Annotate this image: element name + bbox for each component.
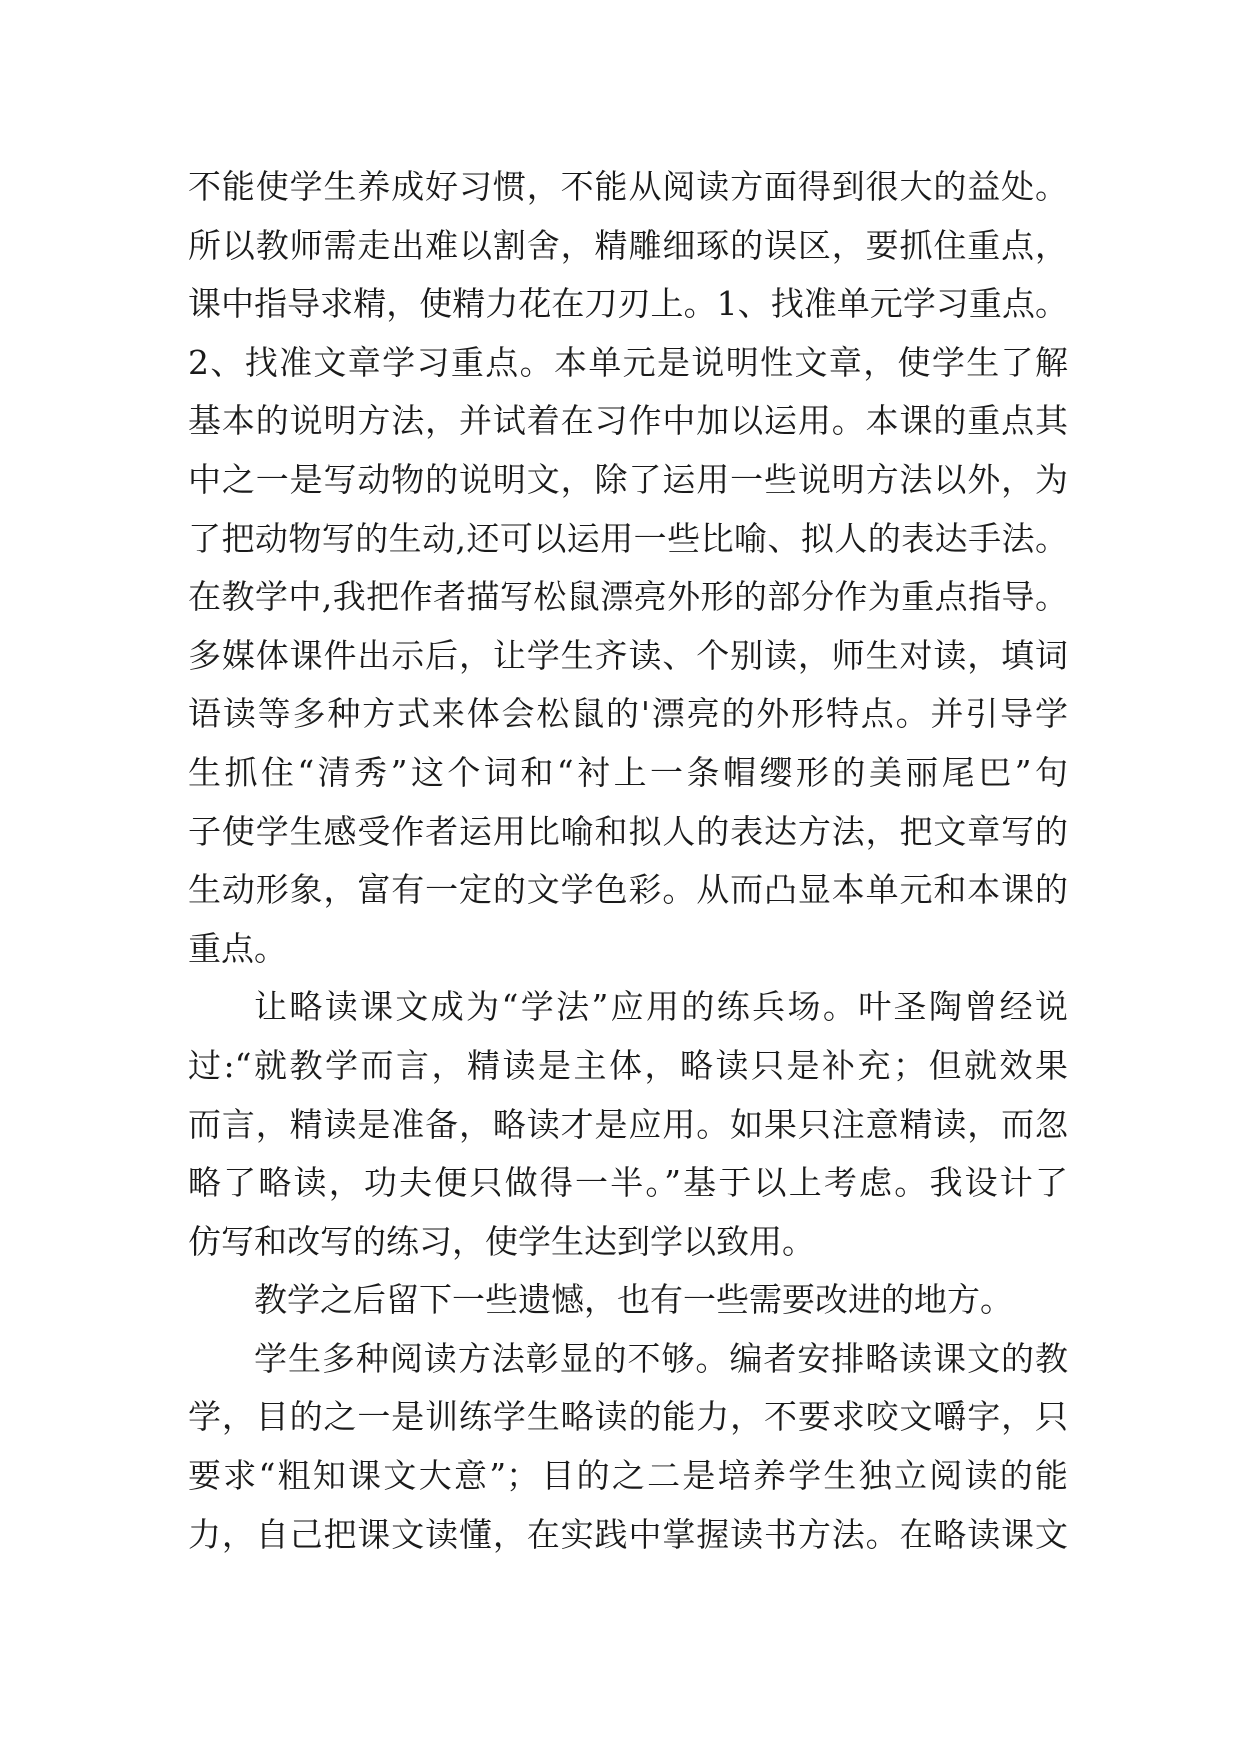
text-line: 生抓住“清秀”这个词和“衬上一条帽缨形的美丽尾巴”句 xyxy=(188,752,1068,792)
text-line: 基本的说明方法，并试着在习作中加以运用。本课的重点其 xyxy=(188,401,1068,441)
text-line: 中之一是写动物的说明文，除了运用一些说明方法以外，为 xyxy=(188,459,1068,499)
text-line: 2、找准文章学习重点。本单元是说明性文章，使学生了解 xyxy=(188,342,1068,382)
text-line: 不能使学生养成好习惯，不能从阅读方面得到很大的益处。 xyxy=(188,167,1068,206)
text-line: 所以教师需走出难以割舍，精雕细琢的误区，要抓住重点， xyxy=(188,225,1068,265)
text-line: 力，自己把课文读懂，在实践中掌握读书方法。在略读课文 xyxy=(188,1514,1068,1554)
paragraph-start-line: 教学之后留下一些遗憾，也有一些需要改进的地方。 xyxy=(254,1280,1013,1320)
text-line: 了把动物写的生动,还可以运用一些比喻、拟人的表达手法。 xyxy=(188,518,1068,558)
text-line: 要求“粗知课文大意”；目的之二是培养学生独立阅读的能 xyxy=(188,1456,1068,1496)
text-line: 而言，精读是准备，略读才是应用。如果只注意精读，而忽 xyxy=(188,1104,1068,1144)
paragraph-start-line: 学生多种阅读方法彰显的不够。编者安排略读课文的教 xyxy=(254,1338,1068,1378)
text-line: 略了略读，功夫便只做得一半。”基于以上考虑。我设计了 xyxy=(188,1163,1068,1203)
text-line: 学，目的之一是训练学生略读的能力，不要求咬文嚼字，只 xyxy=(188,1397,1068,1437)
text-line: 生动形象，富有一定的文学色彩。从而凸显本单元和本课的 xyxy=(188,870,1068,910)
text-line: 仿写和改写的练习，使学生达到学以致用。 xyxy=(188,1221,815,1261)
document-body xyxy=(188,158,1068,1564)
text-line: 子使学生感受作者运用比喻和拟人的表达方法，把文章写的 xyxy=(188,811,1068,851)
paragraph-start-line: 让略读课文成为“学法”应用的练兵场。叶圣陶曾经说 xyxy=(254,987,1068,1027)
text-line: 在教学中,我把作者描写松鼠漂亮外形的部分作为重点指导。 xyxy=(188,577,1068,617)
text-line: 重点。 xyxy=(188,928,287,968)
text-line: 课中指导求精，使精力花在刀刃上。1、找准单元学习重点。 xyxy=(188,284,1068,324)
text-line: 过:“就教学而言，精读是主体，略读只是补充；但就效果 xyxy=(188,1045,1068,1085)
text-line: 多媒体课件出示后，让学生齐读、个别读，师生对读，填词 xyxy=(188,635,1068,675)
text-line: 语读等多种方式来体会松鼠的'漂亮的外形特点。并引导学 xyxy=(188,694,1068,734)
